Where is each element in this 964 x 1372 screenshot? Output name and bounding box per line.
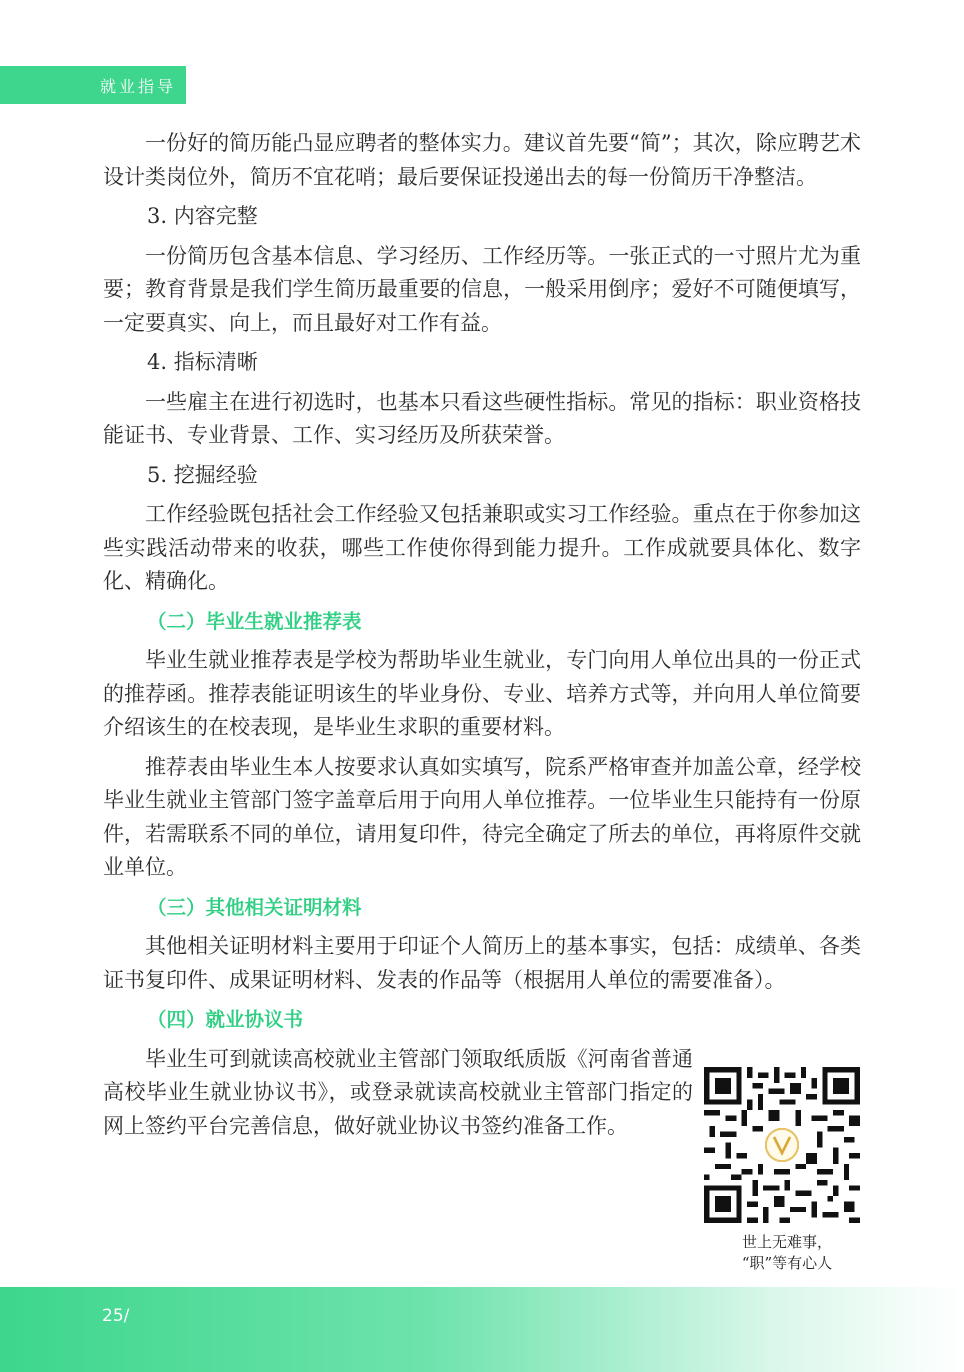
paragraph: 一份好的简历能凸显应聘者的整体实力。建议首先要“简”；其次，除应聘艺术设计类岗位外，简历不宜花哨；最后要保证投递出去的每一份简历干净整洁。	[103, 131, 861, 189]
paragraph: 一些雇主在进行初选时，也基本只看这些硬性指标。常见的指标：职业资格技能证书、专业背景、工作、实习经历及所获荣誉。	[103, 389, 861, 447]
qr-caption-line: “职”等有心人	[741, 1254, 833, 1272]
qr-caption	[712, 1232, 862, 1274]
numbered-heading: 5. 挖掘经验	[147, 462, 258, 487]
page-number: 25/	[102, 1306, 130, 1326]
section-heading: （二）毕业生就业推荐表	[147, 609, 362, 633]
paragraph: 其他相关证明材料主要用于印证个人简历上的基本事实，包括：成绩单、各类证书复印件、成果证明材料、发表的作品等（根据用人单位的需要准备）。	[103, 934, 861, 992]
footer-band	[0, 1287, 964, 1372]
paragraph: 毕业生就业推荐表是学校为帮助毕业生就业，专门向用人单位出具的一份正式的推荐函。推荐表能证明该生的毕业身份、专业、培养方式等，并向用人单位简要介绍该生的在校表现，是毕业生求职的重要材料。	[103, 648, 861, 739]
section-label: 就业指导	[100, 76, 177, 96]
section-heading: （三）其他相关证明材料	[147, 895, 362, 919]
section-heading: （四）就业协议书	[147, 1008, 304, 1031]
qr-code-icon	[704, 1067, 860, 1223]
paragraph: 工作经验既包括社会工作经验又包括兼职或实习工作经验。重点在于你参加这些实践活动带来的收获，哪些工作使你得到能力提升。工作成就要具体化、数字化、精确化。	[103, 502, 861, 593]
numbered-heading: 4. 指标清晰	[147, 350, 258, 374]
article-body	[103, 127, 861, 1149]
section-tab	[0, 66, 186, 104]
qr-caption-line: 世上无难事，	[741, 1233, 832, 1251]
paragraph: 毕业生可到就读高校就业主管部门领取纸质版《河南省普通高校毕业生就业协议书》，或登录就读高校就业主管部门指定的网上签约平台完善信息，做好就业协议书签约准备工作。	[103, 1046, 693, 1138]
numbered-heading: 3. 内容完整	[147, 204, 258, 228]
paragraph: 一份简历包含基本信息、学习经历、工作经历等。一张正式的一寸照片尤为重要；教育背景是我们学生简历最重要的信息，一般采用倒序；爱好不可随便填写，一定要真实、向上，而且最好对工作有益。	[103, 243, 861, 335]
paragraph: 推荐表由毕业生本人按要求认真如实填写，院系严格审查并加盖公章，经学校毕业生就业主管部门签字盖章后用于向用人单位推荐。一位毕业生只能持有一份原件，若需联系不同的单位，请用复印件，待完全确定了所去的单位，再将原件交就业单位。	[103, 754, 861, 879]
